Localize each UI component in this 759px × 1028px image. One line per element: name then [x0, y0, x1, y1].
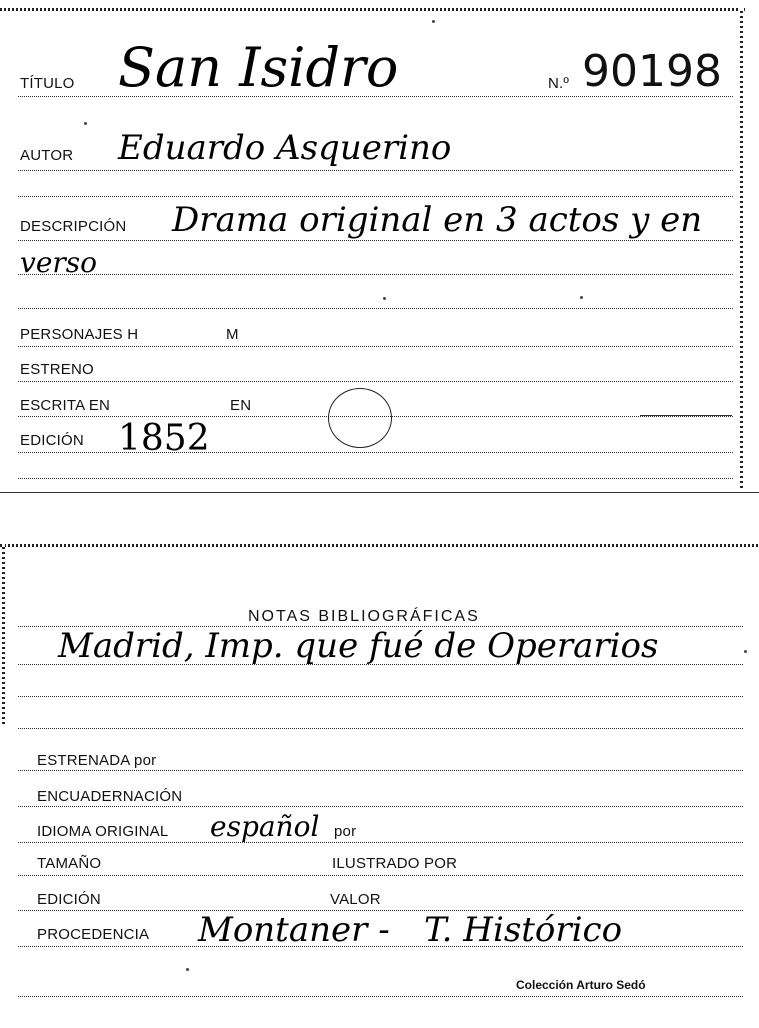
notas-heading: NOTAS BIBLIOGRÁFICAS: [248, 608, 480, 625]
encuadernacion-label: ENCUADERNACIÓN: [37, 788, 183, 805]
card-right-edge: [740, 8, 743, 488]
descripcion-label: DESCRIPCIÓN: [20, 218, 127, 235]
idioma-value: español: [210, 810, 320, 843]
ink-speck: [580, 296, 583, 299]
titulo-label: TÍTULO: [20, 75, 75, 92]
card-left-edge: [2, 544, 5, 724]
edicion-back-label: EDICIÓN: [37, 891, 101, 908]
rule-desc-3: [18, 308, 733, 309]
coleccion-credit: Colección Arturo Sedó: [516, 978, 646, 992]
procedencia-value-a: Montaner -: [198, 910, 390, 950]
procedencia-label: PROCEDENCIA: [37, 926, 150, 943]
en-label: EN: [230, 397, 252, 414]
tamano-label: TAMAÑO: [37, 855, 102, 872]
idioma-por-label: por: [334, 823, 357, 840]
personajes-m-label: M: [226, 326, 239, 343]
card-top-edge: [0, 544, 759, 547]
rule-idioma: [18, 842, 743, 843]
ink-speck: [432, 20, 435, 23]
card-bottom-edge: [0, 492, 759, 493]
procedencia-value-b: T. Histórico: [424, 910, 623, 950]
ink-speck: [383, 297, 386, 300]
rule-edicion-2: [18, 478, 733, 479]
rule-tamano: [18, 875, 743, 876]
escrita-label: ESCRITA EN: [20, 397, 111, 414]
estrenada-label: ESTRENADA por: [37, 752, 157, 769]
edicion-label: EDICIÓN: [20, 432, 84, 449]
rule-estreno: [18, 381, 733, 382]
rule-estrenada: [18, 770, 743, 771]
titulo-value: San Isidro: [118, 36, 399, 99]
estreno-label: ESTRENO: [20, 361, 94, 378]
rule-personajes: [18, 346, 733, 347]
ilustrado-label: ILUSTRADO POR: [332, 855, 458, 872]
personajes-label: PERSONAJES H: [20, 326, 139, 343]
autor-label: AUTOR: [20, 147, 74, 164]
edicion-value: 1852: [118, 418, 210, 459]
catalog-card-back: [0, 540, 759, 1028]
rule-desc-1: [18, 240, 733, 241]
rule-bottom: [18, 996, 743, 997]
descripcion-value-line2: verso: [20, 246, 97, 279]
ink-speck: [84, 122, 87, 125]
autor-value: Eduardo Asquerino: [118, 128, 452, 168]
rule-notas-2: [18, 664, 743, 665]
rule-edicion: [18, 452, 733, 453]
numero-label: N.º: [548, 75, 570, 92]
numero-value: 90198: [582, 46, 722, 97]
stamp-circle: [328, 388, 392, 448]
valor-label: VALOR: [330, 891, 381, 908]
ink-speck: [744, 650, 747, 653]
idioma-label: IDIOMA ORIGINAL: [37, 823, 169, 840]
card-top-edge: [0, 8, 745, 11]
rule-procedencia: [18, 946, 743, 947]
rule-autor-2: [18, 196, 733, 197]
rule-escrita-solid: [640, 415, 732, 416]
notas-value: Madrid, Imp. que fué de Operarios: [58, 626, 659, 666]
descripcion-value-line1: Drama original en 3 actos y en: [172, 200, 703, 240]
rule-autor: [18, 170, 733, 171]
rule-encuadernacion: [18, 806, 743, 807]
rule-titulo: [18, 96, 733, 97]
ink-speck: [186, 968, 189, 971]
rule-desc-2: [18, 274, 733, 275]
rule-notas-4: [18, 728, 743, 729]
rule-notas-3: [18, 696, 743, 697]
catalog-card-front: [0, 0, 759, 495]
